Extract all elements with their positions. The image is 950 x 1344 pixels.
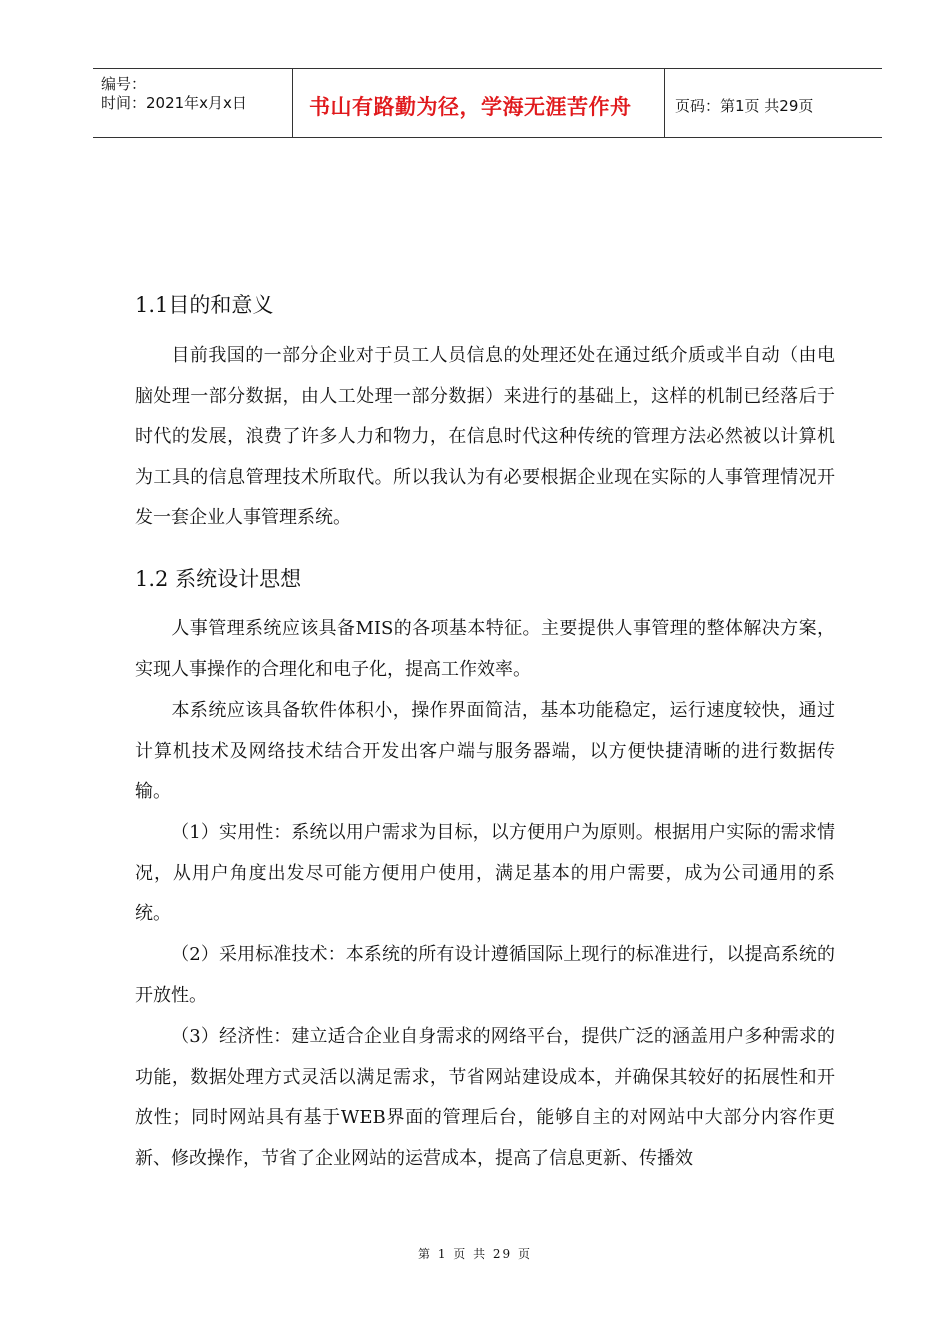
header-meta-cell (93, 69, 293, 137)
document-number-label: 编号： (101, 75, 147, 93)
section-heading: 1.2 系统设计思想 (135, 567, 302, 591)
document-time-label: 时间：2021年x月x日 (101, 94, 247, 112)
page-footer: 第 1 页 共 29 页 (418, 1247, 532, 1261)
paragraph: 人事管理系统应该具备MIS的各项基本特征。主要提供人事管理的整体解决方案，实现人事操作的合理化和电子化，提高工作效率。 (135, 618, 835, 680)
header-page-label: 页码：第1页 共29页 (675, 97, 814, 115)
header-page-cell (665, 69, 882, 137)
paragraph: 本系统应该具备软件体积小，操作界面简洁，基本功能稳定，运行速度较快，通过计算机技术及网络技术结合开发出客户端与服务器端，以方便快捷清晰的进行数据传输。 (135, 700, 835, 803)
section-heading: 1.1目的和意义 (135, 293, 274, 317)
paragraph: （1）实用性：系统以用户需求为目标，以方便用户为原则。根据用户实际的需求情况，从用户角度出发尽可能方便用户使用，满足基本的用户需要，成为公司通用的系统。 (135, 822, 835, 925)
motto-text: 书山有路勤为径，学海无涯苦作舟 (309, 95, 632, 119)
paragraph: （2）采用标准技术：本系统的所有设计遵循国际上现行的标准进行，以提高系统的开放性。 (135, 944, 835, 1006)
document-header (93, 68, 882, 138)
paragraph: 目前我国的一部分企业对于员工人员信息的处理还处在通过纸介质或半自动（由电脑处理一部分数据，由人工处理一部分数据）来进行的基础上，这样的机制已经落后于时代的发展，浪费了许多人力和物力，在信息时代这种传统的管理方法必然被以计算机为工具的信息管理技术所取代。所以我认为有必要根据企业现在实际的人事管理情况开发一套企业人事管理系统。 (135, 345, 835, 529)
paragraph: （3）经济性：建立适合企业自身需求的网络平台，提供广泛的涵盖用户多种需求的功能，数据处理方式灵活以满足需求，节省网站建设成本，并确保其较好的拓展性和开放性；同时网站具有基于WEB界面的管理后台，能够自主的对网站中大部分内容作更新、修改操作，节省了企业网站的运营成本，提高了信息更新、传播效 (135, 1026, 835, 1169)
header-motto-cell (293, 69, 665, 137)
